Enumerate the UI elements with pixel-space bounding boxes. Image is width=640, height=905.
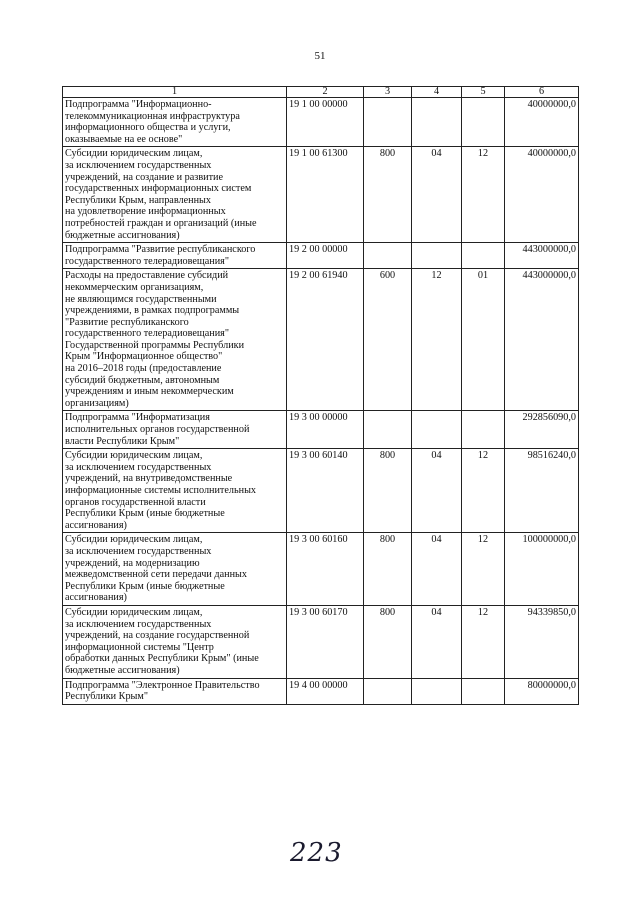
row-expense-type (364, 678, 412, 704)
budget-table (62, 86, 579, 705)
row-description: Субсидии юридическим лицам, за исключением государственных учреждений, на внутриведомственные информационные системы исполнительных органов государственной власти Республики Крым (иные бюджетные ассигнования) (63, 449, 287, 533)
row-target-code: 19 2 00 00000 (287, 243, 364, 269)
row-amount: 98516240,0 (505, 449, 579, 533)
row-section: 12 (412, 269, 462, 411)
row-expense-type: 800 (364, 147, 412, 243)
row-target-code: 19 3 00 60140 (287, 449, 364, 533)
row-description: Подпрограмма "Развитие республиканского государственного телерадиовещания" (63, 243, 287, 269)
row-description: Субсидии юридическим лицам, за исключением государственных учреждений, на создание государственной информационной системы "Центр обработки данных Республики Крым" (иные бюджетные ассигнования) (63, 605, 287, 678)
page-number: 51 (314, 50, 326, 62)
row-subsection: 12 (462, 147, 505, 243)
row-expense-type (364, 243, 412, 269)
table-row (63, 449, 579, 533)
column-header: 5 (462, 87, 505, 98)
table-header-row (63, 87, 579, 98)
row-amount: 443000000,0 (505, 269, 579, 411)
row-expense-type: 600 (364, 269, 412, 411)
row-target-code: 19 2 00 61940 (287, 269, 364, 411)
row-amount: 94339850,0 (505, 605, 579, 678)
row-section: 04 (412, 449, 462, 533)
column-header: 2 (287, 87, 364, 98)
row-amount: 443000000,0 (505, 243, 579, 269)
row-target-code: 19 4 00 00000 (287, 678, 364, 704)
row-expense-type (364, 98, 412, 147)
row-amount: 80000000,0 (505, 678, 579, 704)
row-subsection: 12 (462, 449, 505, 533)
row-section: 04 (412, 605, 462, 678)
row-target-code: 19 1 00 61300 (287, 147, 364, 243)
row-description: Расходы на предоставление субсидий некоммерческим организациям, не являющимся государственными учреждениями, в рамках подпрограммы "Развитие республиканского государственного телерадиовещания" Государственной программы Республики Крым "Информационное общество" на 2016–2018 годы (предоставление субсидий бюджетным, автономным учреждениям и иным некоммерческим организациям) (63, 269, 287, 411)
row-subsection: 01 (462, 269, 505, 411)
row-expense-type: 800 (364, 605, 412, 678)
column-header: 4 (412, 87, 462, 98)
column-header: 1 (63, 87, 287, 98)
row-description: Субсидии юридическим лицам, за исключением государственных учреждений, на модернизацию межведомственной сети передачи данных Республики Крым (иные бюджетные ассигнования) (63, 533, 287, 606)
row-target-code: 19 3 00 60160 (287, 533, 364, 606)
table-row (63, 411, 579, 449)
row-target-code: 19 3 00 60170 (287, 605, 364, 678)
handwritten-page-number: 223 (290, 838, 343, 868)
table-row (63, 269, 579, 411)
row-expense-type (364, 411, 412, 449)
row-subsection (462, 411, 505, 449)
column-header: 6 (505, 87, 579, 98)
table-row (63, 605, 579, 678)
row-subsection: 12 (462, 533, 505, 606)
row-amount: 100000000,0 (505, 533, 579, 606)
row-section: 04 (412, 533, 462, 606)
table-body (63, 98, 579, 705)
table-row (63, 98, 579, 147)
table-row (63, 533, 579, 606)
row-section (412, 98, 462, 147)
table-row (63, 147, 579, 243)
row-section (412, 678, 462, 704)
row-target-code: 19 3 00 00000 (287, 411, 364, 449)
row-description: Подпрограмма "Информатизация исполнительных органов государственной власти Республики Крым" (63, 411, 287, 449)
table-row (63, 678, 579, 704)
row-subsection (462, 243, 505, 269)
row-description: Подпрограмма "Информационно- телекоммуникационная инфраструктура информационного общества и услуги, оказываемые на ее основе" (63, 98, 287, 147)
row-description: Подпрограмма "Электронное Правительство Республики Крым" (63, 678, 287, 704)
row-subsection: 12 (462, 605, 505, 678)
row-subsection (462, 678, 505, 704)
row-amount: 40000000,0 (505, 98, 579, 147)
row-section: 04 (412, 147, 462, 243)
column-header: 3 (364, 87, 412, 98)
row-amount: 40000000,0 (505, 147, 579, 243)
row-expense-type: 800 (364, 449, 412, 533)
row-section (412, 411, 462, 449)
table-row (63, 243, 579, 269)
row-amount: 292856090,0 (505, 411, 579, 449)
row-subsection (462, 98, 505, 147)
row-expense-type: 800 (364, 533, 412, 606)
row-target-code: 19 1 00 00000 (287, 98, 364, 147)
row-description: Субсидии юридическим лицам, за исключением государственных учреждений, на создание и развитие государственных информационных систем Республики Крым, направленных на удовлетворение информационных потребностей граждан и организаций (иные бюджетные ассигнования) (63, 147, 287, 243)
row-section (412, 243, 462, 269)
